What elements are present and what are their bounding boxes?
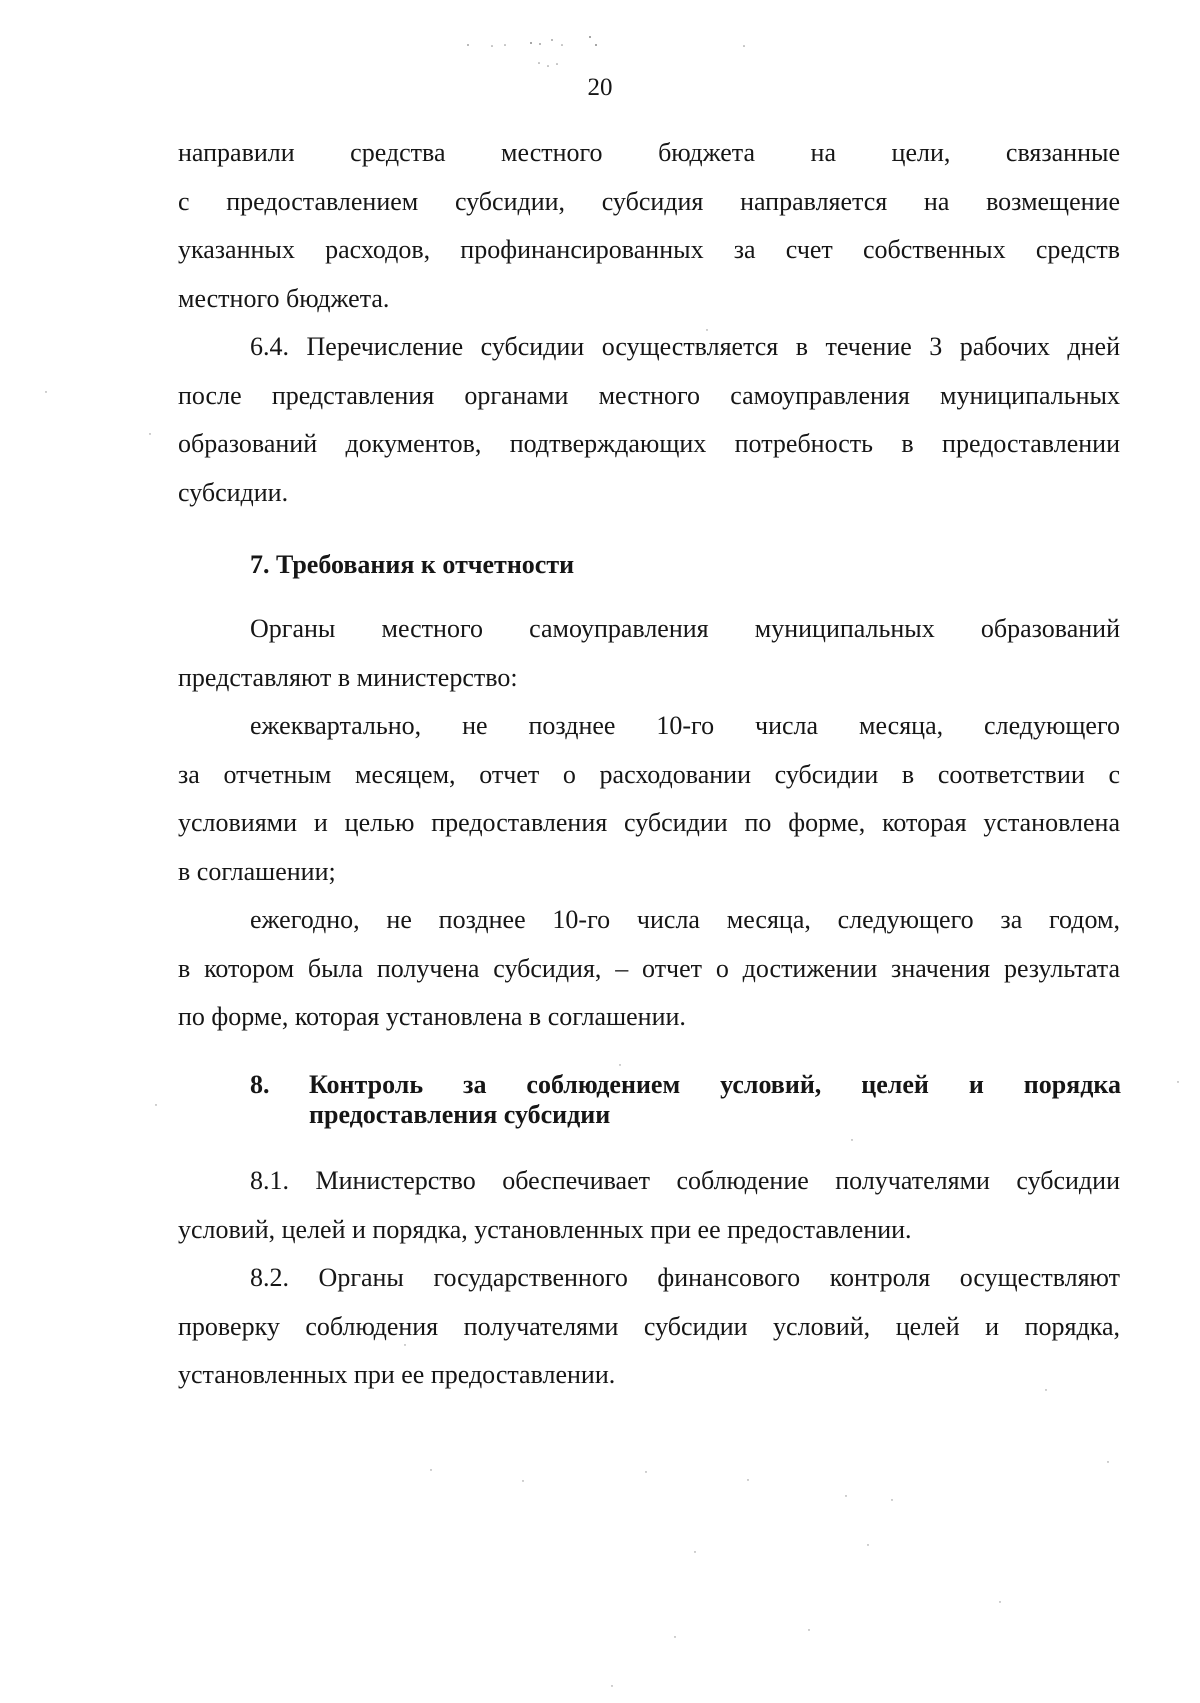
text-line: по форме, которая установлена в соглашении. [178, 1002, 686, 1031]
paragraph-reporting-intro [178, 605, 1120, 702]
text-line: ежегодно, не позднее 10-го числа месяца, следующего за годом, [250, 905, 1120, 934]
page-number: 20 [587, 74, 613, 101]
paragraph-annual-report [178, 896, 1120, 1042]
paragraph-6-4 [178, 323, 1120, 517]
text-line: 8.2. Органы государственного финансового контроля осуществляют [250, 1263, 1120, 1292]
paragraph-8-1 [178, 1157, 1120, 1254]
text-line: направили средства местного бюджета на цели, связанные [178, 138, 1120, 167]
heading-line: Контроль за соблюдением условий, целей и порядка [309, 1070, 1121, 1099]
heading-line: предоставления субсидии [309, 1100, 611, 1129]
section-heading-7: 7. Требования к отчетности [250, 550, 575, 579]
paragraph-continuation [178, 129, 1120, 323]
text-line: условий, целей и порядка, установленных при ее предоставлении. [178, 1214, 912, 1244]
text-line: 8.1. Министерство обеспечивает соблюдение получателями субсидии [250, 1166, 1120, 1195]
text-line: 6.4. Перечисление субсидии осуществляется в течение 3 рабочих дней [250, 332, 1120, 361]
text-line: в котором была получена субсидия, – отчет о достижении значения результата [178, 953, 1120, 983]
text-line: Органы местного самоуправления муниципальных образований [250, 614, 1120, 643]
section-heading-8 [250, 1070, 1121, 1132]
text-line: представляют в министерство: [178, 662, 518, 692]
text-line: установленных при ее предоставлении. [178, 1360, 616, 1389]
text-line: проверку соблюдения получателями субсидии условий, целей и порядка, [178, 1311, 1120, 1341]
text-line: образований документов, подтверждающих потребность в предоставлении [178, 429, 1120, 458]
text-line: за отчетным месяцем, отчет о расходовании субсидии в соответствии с [178, 759, 1120, 789]
paragraph-quarterly-report [178, 702, 1120, 896]
text-line: после представления органами местного самоуправления муниципальных [178, 380, 1120, 410]
text-line: указанных расходов, профинансированных за счет собственных средств [178, 235, 1120, 264]
section-heading-number: 8. [250, 1070, 270, 1099]
text-line: субсидии. [178, 477, 289, 507]
text-line: местного бюджета. [178, 283, 390, 313]
text-line: ежеквартально, не позднее 10-го числа месяца, следующего [250, 711, 1120, 740]
text-line: условиями и целью предоставления субсидии по форме, которая установлена [178, 808, 1120, 837]
paragraph-8-2 [178, 1254, 1120, 1400]
section-heading-text [309, 1070, 1121, 1130]
text-line: с предоставлением субсидии, субсидия направляется на возмещение [178, 186, 1120, 216]
text-line: в соглашении; [178, 856, 336, 886]
